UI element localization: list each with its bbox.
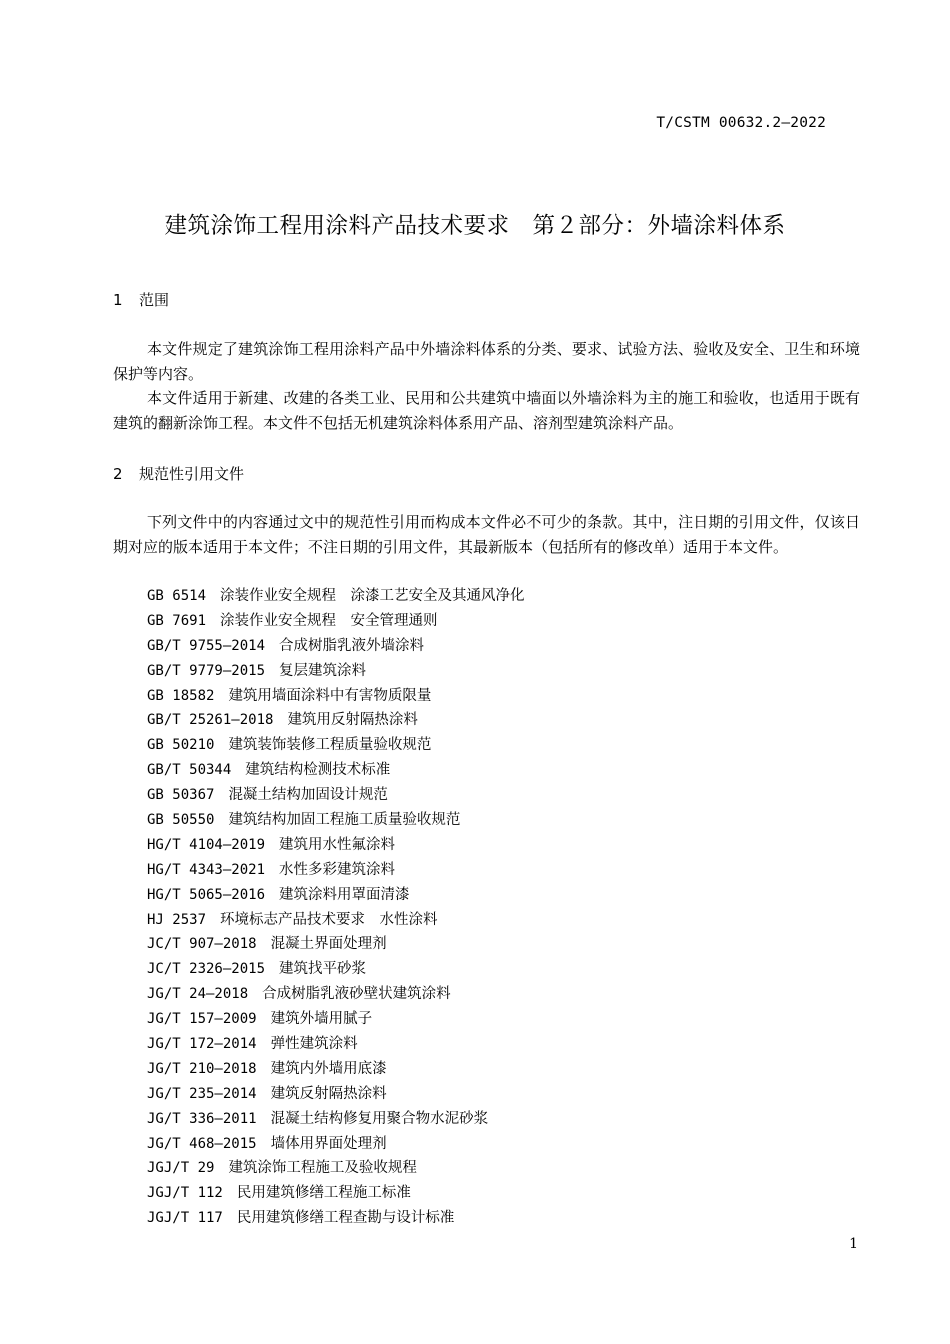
reference-code: JG/T 468—2015 xyxy=(147,1135,257,1152)
section-title: 范围 xyxy=(139,291,170,309)
reference-title: 合成树脂乳液外墙涂料 xyxy=(279,637,425,654)
reference-item xyxy=(147,1007,525,1032)
document-title: 建筑涂饰工程用涂料产品技术要求 第２部分：外墙涂料体系 xyxy=(164,213,786,239)
reference-code: HJ 2537 xyxy=(147,911,207,928)
reference-code: GB/T 25261—2018 xyxy=(147,712,274,729)
reference-code: GB 50367 xyxy=(147,787,215,804)
reference-title: 涂装作业安全规程 安全管理通则 xyxy=(220,612,438,629)
scope-paragraph-1: 本文件规定了建筑涂饰工程用涂料产品中外墙涂料体系的分类、要求、试验方法、验收及安全、卫生和环境保护等内容。 xyxy=(113,340,860,383)
section-heading-normative-references xyxy=(113,463,244,484)
reference-code: HG/T 4104—2019 xyxy=(147,836,266,853)
reference-title: 建筑涂料用罩面清漆 xyxy=(279,886,410,903)
reference-code: JG/T 336—2011 xyxy=(147,1110,257,1127)
reference-code: HG/T 5065—2016 xyxy=(147,886,266,903)
reference-title: 建筑用反射隔热涂料 xyxy=(287,712,418,729)
reference-title: 混凝土结构修复用聚合物水泥砂浆 xyxy=(270,1110,489,1127)
reference-item xyxy=(147,659,525,684)
reference-code: GB/T 9755—2014 xyxy=(147,637,266,654)
reference-code: JGJ/T 117 xyxy=(147,1210,223,1227)
reference-code: GB/T 50344 xyxy=(147,762,232,779)
reference-item xyxy=(147,708,525,733)
reference-title: 建筑用墙面涂料中有害物质限量 xyxy=(228,687,432,704)
reference-code: JG/T 157—2009 xyxy=(147,1011,257,1028)
reference-code: JG/T 172—2014 xyxy=(147,1036,257,1053)
reference-title: 墙体用界面处理剂 xyxy=(270,1135,387,1152)
reference-title: 建筑涂饰工程施工及验收规程 xyxy=(228,1160,417,1177)
reference-title: 建筑结构检测技术标准 xyxy=(245,762,391,779)
reference-code: JG/T 235—2014 xyxy=(147,1085,257,1102)
reference-code: HG/T 4343—2021 xyxy=(147,861,266,878)
reference-item xyxy=(147,1107,525,1132)
reference-item xyxy=(147,1156,525,1181)
reference-code: JG/T 210—2018 xyxy=(147,1060,257,1077)
section-number: 1 xyxy=(113,291,123,309)
reference-item xyxy=(147,808,525,833)
reference-title: 混凝土结构加固设计规范 xyxy=(228,787,388,804)
reference-title: 民用建筑修缮工程施工标准 xyxy=(236,1185,411,1202)
reference-item xyxy=(147,584,525,609)
reference-item xyxy=(147,733,525,758)
reference-title: 合成树脂乳液砂壁状建筑涂料 xyxy=(262,986,451,1003)
reference-code: GB/T 9779—2015 xyxy=(147,662,266,679)
reference-item xyxy=(147,634,525,659)
reference-title: 建筑结构加固工程施工质量验收规范 xyxy=(228,812,461,829)
reference-code: JGJ/T 29 xyxy=(147,1160,215,1177)
reference-title: 建筑外墙用腻子 xyxy=(270,1011,373,1028)
reference-title: 水性多彩建筑涂料 xyxy=(279,861,396,878)
reference-item xyxy=(147,957,525,982)
reference-title: 建筑找平砂浆 xyxy=(279,961,367,978)
reference-code: JC/T 2326—2015 xyxy=(147,961,266,978)
reference-title: 建筑用水性氟涂料 xyxy=(279,836,396,853)
reference-item xyxy=(147,684,525,709)
reference-title: 涂装作业安全规程 涂漆工艺安全及其通风净化 xyxy=(220,588,525,604)
reference-title: 建筑装饰装修工程质量验收规范 xyxy=(228,737,432,754)
reference-item xyxy=(147,1057,525,1082)
reference-item xyxy=(147,609,525,634)
section-title: 规范性引用文件 xyxy=(139,465,245,483)
reference-code: GB 7691 xyxy=(147,612,207,629)
reference-item xyxy=(147,932,525,957)
reference-code: JG/T 24—2018 xyxy=(147,986,249,1003)
section-number: 2 xyxy=(113,465,123,483)
reference-title: 弹性建筑涂料 xyxy=(270,1036,358,1053)
reference-item xyxy=(147,883,525,908)
reference-code: GB 50550 xyxy=(147,812,215,829)
page-number: 1 xyxy=(849,1236,858,1252)
reference-title: 建筑反射隔热涂料 xyxy=(270,1085,387,1102)
reference-item xyxy=(147,758,525,783)
references-intro-paragraph: 下列文件中的内容通过文中的规范性引用而构成本文件必不可少的条款。其中，注日期的引用文件，仅该日期对应的版本适用于本文件；不注日期的引用文件，其最新版本（包括所有的修改单）适用于本文件。 xyxy=(113,513,860,556)
standard-code: T/CSTM 00632.2—2022 xyxy=(656,115,826,131)
reference-title: 混凝土界面处理剂 xyxy=(270,936,387,953)
reference-item xyxy=(147,1206,525,1231)
reference-list xyxy=(147,584,525,1231)
section-heading-scope xyxy=(113,289,169,310)
reference-code: JC/T 907—2018 xyxy=(147,936,257,953)
reference-code: GB 18582 xyxy=(147,687,215,704)
reference-item xyxy=(147,1082,525,1107)
reference-item xyxy=(147,1181,525,1206)
reference-code: GB 50210 xyxy=(147,737,215,754)
reference-item xyxy=(147,1132,525,1157)
reference-title: 建筑内外墙用底漆 xyxy=(270,1060,387,1077)
scope-paragraph-2: 本文件适用于新建、改建的各类工业、民用和公共建筑中墙面以外墙涂料为主的施工和验收，也适用于既有建筑的翻新涂饰工程。本文件不包括无机建筑涂料体系用产品、溶剂型建筑涂料产品。 xyxy=(113,389,860,432)
reference-code: GB 6514 xyxy=(147,588,207,604)
reference-title: 环境标志产品技术要求 水性涂料 xyxy=(220,911,438,928)
reference-item xyxy=(147,783,525,808)
reference-item xyxy=(147,1032,525,1057)
reference-item xyxy=(147,908,525,933)
reference-title: 民用建筑修缮工程查勘与设计标准 xyxy=(236,1210,455,1227)
reference-item xyxy=(147,982,525,1007)
reference-title: 复层建筑涂料 xyxy=(279,662,367,679)
reference-item xyxy=(147,858,525,883)
reference-code: JGJ/T 112 xyxy=(147,1185,223,1202)
reference-item xyxy=(147,833,525,858)
